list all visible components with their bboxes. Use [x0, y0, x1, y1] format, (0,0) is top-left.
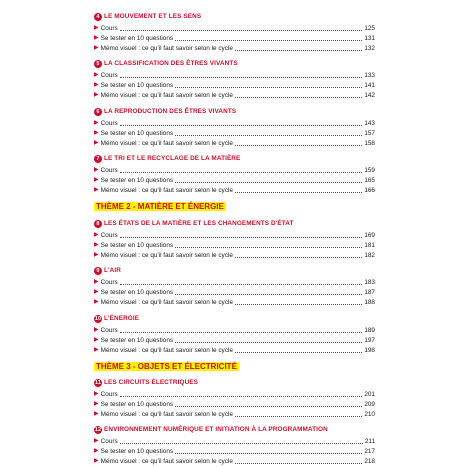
page-number: 165	[364, 177, 375, 184]
toc-entry-label: Cours	[100, 327, 118, 334]
arrow-right-icon: ▶	[94, 167, 99, 173]
toc-entry-label: Mémo visuel : ce qu'il faut savoir selon le cycle	[100, 187, 233, 194]
theme-heading	[94, 361, 239, 372]
chapter-heading[interactable]	[94, 218, 294, 229]
dot-leader	[120, 395, 363, 397]
toc-entry-label: Mémo visuel : ce qu'il faut savoir selon le cycle	[100, 299, 233, 306]
arrow-right-icon: ▶	[94, 232, 99, 238]
page-number: 166	[364, 187, 375, 194]
chapter-number-icon: 8	[94, 220, 102, 228]
page-number: 133	[364, 72, 375, 79]
toc-entry-label: Se tester en 10 questions	[100, 242, 174, 249]
toc-entry[interactable]	[94, 278, 375, 287]
toc-entry[interactable]	[94, 298, 375, 307]
toc-entry[interactable]	[94, 166, 375, 175]
arrow-right-icon: ▶	[94, 187, 99, 193]
chapter-number-icon: 12	[94, 426, 102, 433]
arrow-right-icon: ▶	[94, 35, 99, 41]
arrow-right-icon: ▶	[94, 327, 99, 333]
toc-entry[interactable]	[94, 81, 375, 90]
toc-entry-label: Se tester en 10 questions	[100, 337, 174, 344]
page-number: 182	[364, 252, 375, 259]
chapter-title: LA CLASSIFICATION DES ÊTRES VIVANTS	[104, 60, 238, 67]
chapter-heading[interactable]	[94, 58, 238, 69]
theme-title: THÈME 2 - MATIÈRE ET ÉNERGIE	[96, 202, 224, 211]
arrow-right-icon: ▶	[94, 438, 99, 444]
toc-entry[interactable]	[94, 139, 375, 148]
chapter-number-icon: 5	[94, 60, 102, 68]
chapter-number-icon: 7	[94, 155, 102, 163]
dot-leader	[120, 331, 363, 333]
dot-leader	[235, 462, 362, 464]
toc-entry[interactable]	[94, 186, 375, 195]
dot-leader	[120, 171, 363, 173]
dot-leader	[175, 134, 362, 136]
arrow-right-icon: ▶	[94, 299, 99, 305]
page-number: 210	[364, 411, 375, 418]
chapter-heading[interactable]	[94, 106, 236, 117]
chapter-title: L'AIR	[104, 267, 121, 274]
chapter-heading[interactable]	[94, 313, 139, 324]
page-number: 143	[364, 120, 375, 127]
toc-entry[interactable]	[94, 71, 375, 80]
dot-leader	[235, 144, 362, 146]
toc-entry-label: Cours	[100, 25, 118, 32]
toc-entry[interactable]	[94, 176, 375, 185]
toc-entry-label: Cours	[100, 232, 118, 239]
dot-leader	[175, 86, 362, 88]
dot-leader	[175, 452, 362, 454]
page-number: 142	[364, 92, 375, 99]
toc-entry[interactable]	[94, 400, 375, 409]
page-number: 188	[364, 299, 375, 306]
dot-leader	[120, 283, 363, 285]
chapter-number-icon: 11	[94, 379, 101, 386]
chapter-title: LE MOUVEMENT ET LES SENS	[104, 13, 202, 20]
dot-leader	[120, 442, 363, 444]
arrow-right-icon: ▶	[94, 289, 99, 295]
arrow-right-icon: ▶	[94, 82, 99, 88]
toc-entry[interactable]	[94, 410, 375, 419]
toc-entry[interactable]	[94, 346, 375, 355]
arrow-right-icon: ▶	[94, 337, 99, 343]
dot-leader	[235, 415, 362, 417]
toc-entry[interactable]	[94, 457, 375, 466]
arrow-right-icon: ▶	[94, 130, 99, 136]
arrow-right-icon: ▶	[94, 411, 99, 417]
page-number: 125	[364, 25, 375, 32]
dot-leader	[175, 39, 362, 41]
toc-entry-label: Cours	[100, 438, 118, 445]
page-number: 141	[364, 82, 375, 89]
arrow-right-icon: ▶	[94, 458, 99, 464]
dot-leader	[175, 293, 362, 295]
chapter-heading[interactable]	[94, 424, 328, 435]
arrow-right-icon: ▶	[94, 252, 99, 258]
toc-entry-label: Mémo visuel : ce qu'il faut savoir selon le cycle	[100, 252, 233, 259]
toc-entry[interactable]	[94, 326, 375, 335]
toc-entry-label: Mémo visuel : ce qu'il faut savoir selon le cycle	[100, 411, 233, 418]
chapter-heading[interactable]	[94, 11, 201, 22]
toc-entry-label: Cours	[100, 167, 118, 174]
arrow-right-icon: ▶	[94, 140, 99, 146]
dot-leader	[120, 124, 363, 126]
chapter-title: LA REPRODUCTION DES ÊTRES VIVANTS	[104, 108, 237, 115]
arrow-right-icon: ▶	[94, 92, 99, 98]
toc-entry-label: Mémo visuel : ce qu'il faut savoir selon le cycle	[100, 458, 233, 465]
toc-entry-label: Cours	[100, 72, 118, 79]
page-number: 157	[364, 130, 375, 137]
arrow-right-icon: ▶	[94, 448, 99, 454]
toc-entry-label: Mémo visuel : ce qu'il faut savoir selon le cycle	[100, 347, 233, 354]
toc-entry-label: Se tester en 10 questions	[100, 82, 174, 89]
dot-leader	[175, 181, 362, 183]
toc-entry[interactable]	[94, 91, 375, 100]
arrow-right-icon: ▶	[94, 401, 99, 407]
toc-entry[interactable]	[94, 251, 375, 260]
dot-leader	[235, 49, 362, 51]
chapter-title: L'ÉNERGIE	[104, 315, 140, 322]
toc-entry-label: Mémo visuel : ce qu'il faut savoir selon le cycle	[100, 92, 233, 99]
arrow-right-icon: ▶	[94, 72, 99, 78]
arrow-right-icon: ▶	[94, 347, 99, 353]
toc-entry-label: Se tester en 10 questions	[100, 448, 174, 455]
chapter-title: LES ÉTATS DE LA MATIÈRE ET LES CHANGEMENTS D'ÉTAT	[104, 220, 294, 227]
arrow-right-icon: ▶	[94, 242, 99, 248]
theme-title: THÈME 3 - OBJETS ET ÉLECTRICITÉ	[96, 362, 237, 371]
toc-entry[interactable]	[94, 129, 375, 138]
toc-entry-label: Cours	[100, 120, 118, 127]
page-number: 218	[364, 458, 375, 465]
toc-entry-label: Se tester en 10 questions	[100, 177, 174, 184]
toc-entry-label: Cours	[100, 279, 118, 286]
arrow-right-icon: ▶	[94, 177, 99, 183]
page-number: 201	[364, 391, 375, 398]
page-number: 209	[364, 401, 375, 408]
page-number: 187	[364, 289, 375, 296]
toc-entry[interactable]	[94, 241, 375, 250]
dot-leader	[175, 405, 362, 407]
chapter-number-icon: 4	[94, 13, 102, 21]
dot-leader	[235, 351, 362, 353]
dot-leader	[235, 303, 362, 305]
page-number: 198	[364, 347, 375, 354]
chapter-heading[interactable]	[94, 153, 240, 164]
page-number: 169	[364, 232, 375, 239]
toc-entry[interactable]	[94, 336, 375, 345]
dot-leader	[175, 341, 362, 343]
toc-entry-label: Se tester en 10 questions	[100, 35, 174, 42]
toc-entry[interactable]	[94, 119, 375, 128]
page-number: 217	[364, 448, 375, 455]
toc-entry[interactable]	[94, 437, 375, 446]
toc-entry[interactable]	[94, 447, 375, 456]
dot-leader	[235, 191, 362, 193]
page-number: 158	[364, 140, 375, 147]
chapter-heading[interactable]	[94, 265, 121, 276]
dot-leader	[120, 76, 363, 78]
chapter-heading[interactable]	[94, 377, 198, 388]
dot-leader	[175, 246, 362, 248]
page-number: 132	[364, 45, 375, 52]
arrow-right-icon: ▶	[94, 120, 99, 126]
dot-leader	[235, 256, 362, 258]
dot-leader	[235, 96, 362, 98]
chapter-title: LES CIRCUITS ÉLECTRIQUES	[104, 379, 199, 386]
chapter-title: ENVIRONNEMENT NUMÉRIQUE ET INITIATION À LA PROGRAMMATION	[104, 426, 328, 433]
toc-entry-label: Se tester en 10 questions	[100, 289, 174, 296]
arrow-right-icon: ▶	[94, 25, 99, 31]
page-number: 181	[364, 242, 375, 249]
toc-entry[interactable]	[94, 44, 375, 53]
page-number: 183	[364, 279, 375, 286]
arrow-right-icon: ▶	[94, 45, 99, 51]
toc-entry-label: Mémo visuel : ce qu'il faut savoir selon le cycle	[100, 45, 233, 52]
chapter-title: LE TRI ET LE RECYCLAGE DE LA MATIÈRE	[104, 155, 241, 162]
chapter-number-icon: 6	[94, 108, 102, 116]
page-number: 131	[364, 35, 375, 42]
toc-entry[interactable]	[94, 24, 375, 33]
chapter-number-icon: 10	[94, 315, 102, 322]
toc-entry[interactable]	[94, 288, 375, 297]
arrow-right-icon: ▶	[94, 279, 99, 285]
toc-entry-label: Se tester en 10 questions	[100, 130, 174, 137]
chapter-number-icon: 9	[94, 267, 102, 275]
toc-entry-label: Cours	[100, 391, 118, 398]
toc-entry-label: Mémo visuel : ce qu'il faut savoir selon le cycle	[100, 140, 233, 147]
page-number: 197	[364, 337, 375, 344]
dot-leader	[120, 236, 363, 238]
toc-entry-label: Se tester en 10 questions	[100, 401, 174, 408]
theme-heading	[94, 201, 226, 212]
toc-entry[interactable]	[94, 231, 375, 240]
dot-leader	[120, 29, 363, 31]
toc-entry[interactable]	[94, 390, 375, 399]
arrow-right-icon: ▶	[94, 391, 99, 397]
page-number: 211	[364, 438, 375, 445]
toc-entry[interactable]	[94, 34, 375, 43]
page-number: 159	[364, 167, 375, 174]
page-number: 189	[364, 327, 375, 334]
